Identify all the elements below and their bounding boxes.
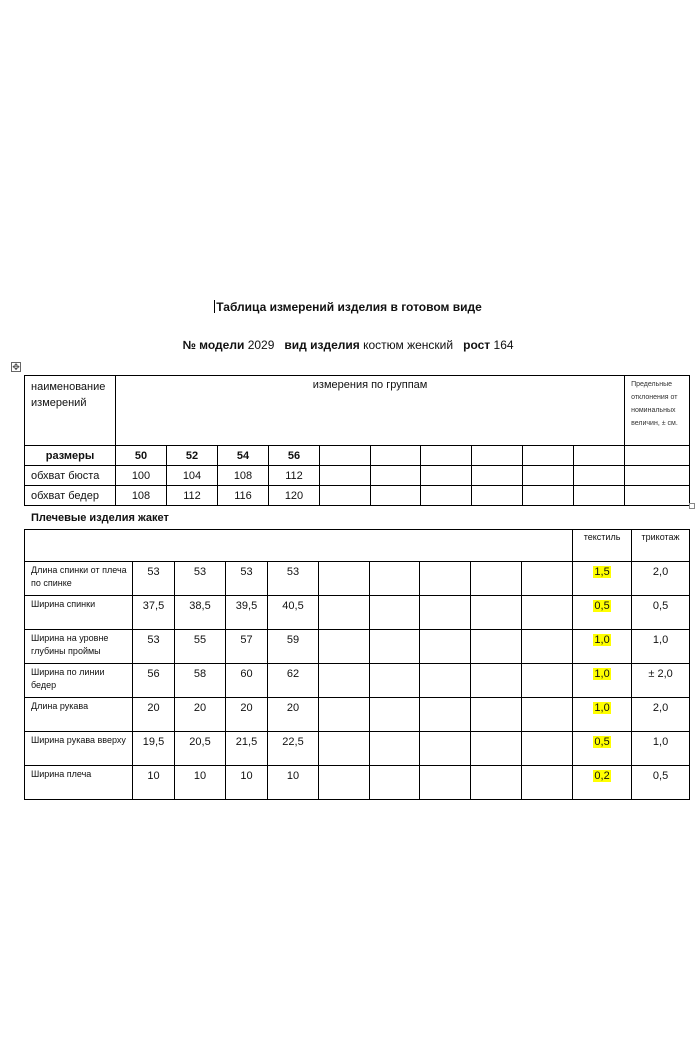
empty-cell [320, 486, 371, 506]
knit-cell: 1,0 [632, 630, 690, 664]
empty-cell [523, 446, 574, 466]
highlighted-value: 1,0 [594, 702, 610, 714]
product-type: костюм женский [363, 338, 454, 352]
highlighted-value: 0,5 [594, 736, 610, 748]
deviation-header: Предельные отклонения от номинальных величин, ± см. [625, 376, 690, 446]
empty-cell [319, 596, 370, 630]
empty-cell [420, 766, 471, 800]
table-row [25, 766, 690, 800]
empty-cell [319, 732, 370, 766]
value-cell: 10 [226, 766, 268, 800]
highlighted-value: 1,0 [594, 668, 610, 680]
textile-cell [573, 766, 632, 800]
empty-cell [320, 446, 371, 466]
empty-cell [574, 446, 625, 466]
empty-cell [370, 766, 420, 800]
empty-cell [471, 732, 522, 766]
table-row [25, 698, 690, 732]
row-label: обхват бюста [25, 466, 116, 486]
empty-cell [523, 466, 574, 486]
knit-cell: 1,0 [632, 732, 690, 766]
empty-cell [420, 596, 471, 630]
empty-cell [420, 698, 471, 732]
empty-cell [522, 596, 573, 630]
sizes-label: размеры [25, 446, 116, 466]
empty-cell [522, 562, 573, 596]
table-row [25, 664, 690, 698]
jacket-measurements-table [24, 529, 690, 800]
value-cell: 20,5 [175, 732, 226, 766]
empty-cell [420, 630, 471, 664]
value-cell: 112 [167, 486, 218, 506]
empty-cell [370, 630, 420, 664]
value-cell: 53 [226, 562, 268, 596]
table-resize-handle[interactable] [689, 503, 695, 509]
table-row [25, 732, 690, 766]
row-label: Ширина рукава вверху [25, 732, 133, 766]
row-label: Ширина на уровне глубины проймы [25, 630, 133, 664]
size-cell: 52 [167, 446, 218, 466]
empty-cell [522, 732, 573, 766]
knit-header: трикотаж [632, 530, 690, 562]
value-cell: 55 [175, 630, 226, 664]
empty-cell [625, 486, 690, 506]
size-cell: 50 [116, 446, 167, 466]
empty-cell [471, 698, 522, 732]
groups-header: измерения по группам [116, 376, 625, 446]
empty-cell [522, 698, 573, 732]
textile-cell [573, 732, 632, 766]
row-label: Ширина плеча [25, 766, 133, 800]
empty-cell [371, 446, 421, 466]
empty-cell [320, 466, 371, 486]
value-cell: 104 [167, 466, 218, 486]
row-label: Ширина по линии бедер [25, 664, 133, 698]
value-cell: 116 [218, 486, 269, 506]
table-row [25, 466, 690, 486]
value-cell: 22,5 [268, 732, 319, 766]
empty-cell [421, 466, 472, 486]
empty-cell [370, 698, 420, 732]
value-cell: 56 [133, 664, 175, 698]
value-cell: 19,5 [133, 732, 175, 766]
document-title-text: Таблица измерений изделия в готовом виде [216, 300, 482, 314]
empty-cell [472, 446, 523, 466]
empty-cell [420, 562, 471, 596]
empty-cell [523, 486, 574, 506]
document-title [0, 300, 696, 314]
table-move-handle-icon[interactable]: ✥ [12, 362, 20, 372]
product-type-label: вид изделия [284, 338, 360, 352]
textile-cell [573, 562, 632, 596]
empty-cell [472, 486, 523, 506]
value-cell: 20 [268, 698, 319, 732]
value-cell: 60 [226, 664, 268, 698]
height-value: 164 [493, 338, 514, 352]
model-info-line [0, 338, 696, 352]
empty-cell [370, 732, 420, 766]
table-row [25, 596, 690, 630]
textile-cell [573, 630, 632, 664]
textile-header: текстиль [573, 530, 632, 562]
empty-cell [371, 486, 421, 506]
empty-cell [574, 486, 625, 506]
measurements-table [24, 375, 690, 506]
knit-cell: ± 2,0 [632, 664, 690, 698]
empty-cell [522, 766, 573, 800]
value-cell: 20 [133, 698, 175, 732]
empty-cell [319, 766, 370, 800]
row-label: обхват бедер [25, 486, 116, 506]
value-cell: 53 [175, 562, 226, 596]
row-label: Длина рукава [25, 698, 133, 732]
value-cell: 108 [218, 466, 269, 486]
model-number: 2029 [247, 338, 275, 352]
empty-cell [472, 466, 523, 486]
table-row [25, 630, 690, 664]
empty-cell [471, 664, 522, 698]
table-row [25, 562, 690, 596]
value-cell: 100 [116, 466, 167, 486]
textile-cell [573, 698, 632, 732]
table-row [25, 486, 690, 506]
empty-header-cell [25, 530, 573, 562]
value-cell: 20 [175, 698, 226, 732]
knit-cell: 2,0 [632, 698, 690, 732]
empty-cell [319, 664, 370, 698]
empty-cell [370, 562, 420, 596]
value-cell: 53 [133, 630, 175, 664]
section-title: Плечевые изделия жакет [31, 512, 169, 524]
empty-cell [420, 732, 471, 766]
value-cell: 57 [226, 630, 268, 664]
name-header: наименование измерений [25, 376, 116, 446]
knit-cell: 0,5 [632, 766, 690, 800]
empty-cell [522, 664, 573, 698]
value-cell: 40,5 [268, 596, 319, 630]
empty-cell [574, 466, 625, 486]
value-cell: 20 [226, 698, 268, 732]
empty-cell [471, 630, 522, 664]
value-cell: 108 [116, 486, 167, 506]
height-label: рост [463, 338, 491, 352]
highlighted-value: 0,5 [594, 600, 610, 612]
row-label: Ширина спинки [25, 596, 133, 630]
value-cell: 120 [269, 486, 320, 506]
value-cell: 59 [268, 630, 319, 664]
empty-cell [421, 446, 472, 466]
empty-cell [319, 630, 370, 664]
empty-cell [370, 664, 420, 698]
empty-cell [370, 596, 420, 630]
textile-cell [573, 664, 632, 698]
textile-cell [573, 596, 632, 630]
highlighted-value: 1,0 [594, 634, 610, 646]
value-cell: 37,5 [133, 596, 175, 630]
highlighted-value: 0,2 [594, 770, 610, 782]
empty-cell [471, 596, 522, 630]
row-label: Длина спинки от плеча по спинке [25, 562, 133, 596]
empty-cell [319, 562, 370, 596]
empty-cell [625, 466, 690, 486]
empty-cell [522, 630, 573, 664]
size-cell: 56 [269, 446, 320, 466]
value-cell: 39,5 [226, 596, 268, 630]
value-cell: 21,5 [226, 732, 268, 766]
highlighted-value: 1,5 [594, 566, 610, 578]
knit-cell: 0,5 [632, 596, 690, 630]
value-cell: 53 [268, 562, 319, 596]
empty-cell [471, 766, 522, 800]
size-cell: 54 [218, 446, 269, 466]
empty-cell [371, 466, 421, 486]
empty-cell [625, 446, 690, 466]
empty-cell [421, 486, 472, 506]
value-cell: 38,5 [175, 596, 226, 630]
value-cell: 10 [268, 766, 319, 800]
value-cell: 58 [175, 664, 226, 698]
value-cell: 53 [133, 562, 175, 596]
value-cell: 10 [175, 766, 226, 800]
value-cell: 112 [269, 466, 320, 486]
empty-cell [471, 562, 522, 596]
model-number-label: № модели [182, 338, 245, 352]
value-cell: 62 [268, 664, 319, 698]
empty-cell [319, 698, 370, 732]
value-cell: 10 [133, 766, 175, 800]
knit-cell: 2,0 [632, 562, 690, 596]
empty-cell [420, 664, 471, 698]
